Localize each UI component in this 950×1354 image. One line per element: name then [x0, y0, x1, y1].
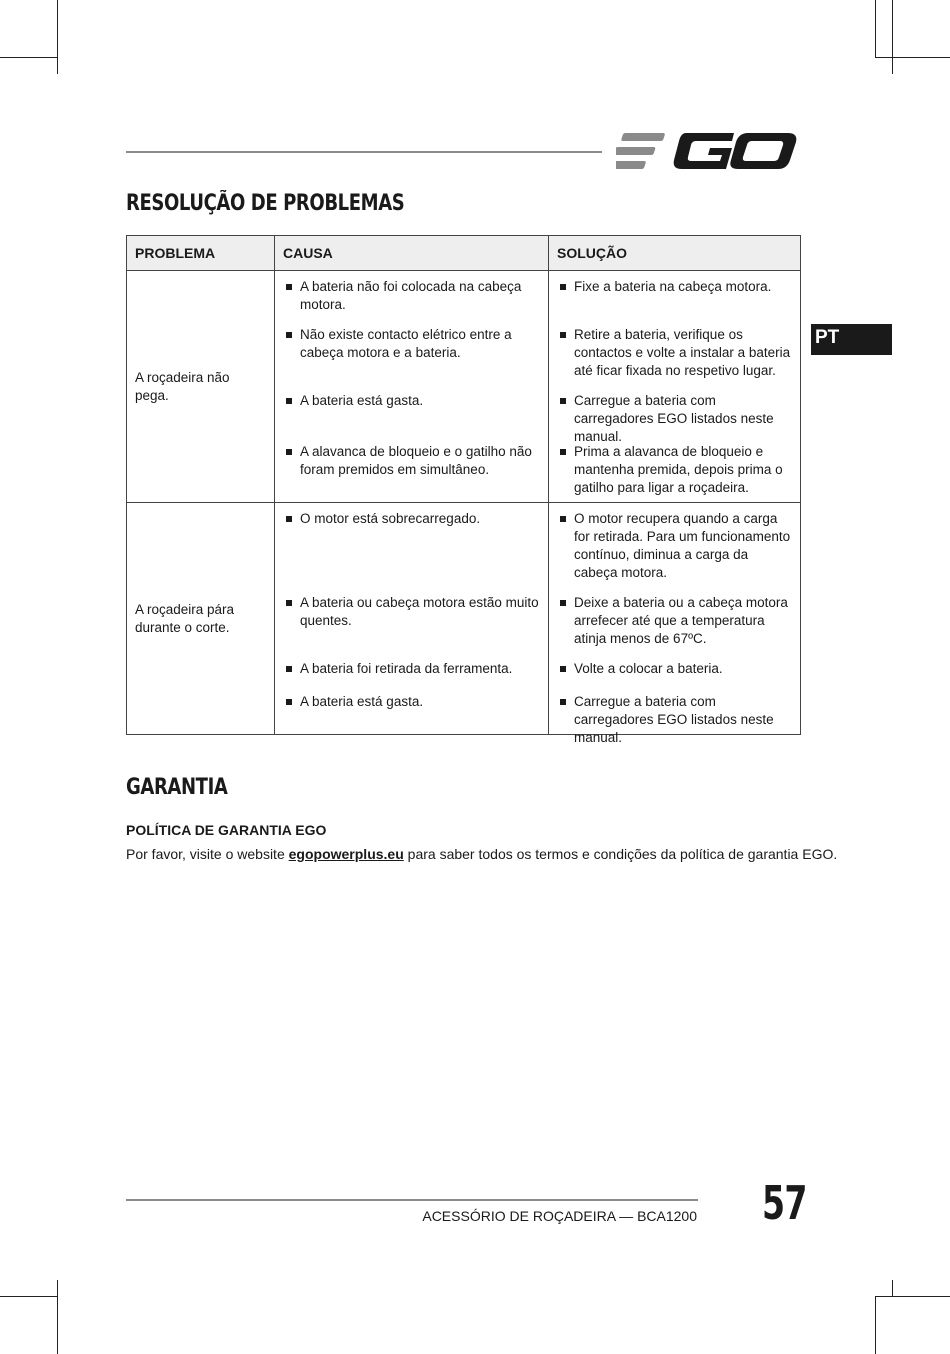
footer-product-name: ACESSÓRIO DE ROÇADEIRA — BCA1200	[422, 1208, 697, 1224]
crop-mark	[876, 57, 950, 58]
cause-item: O motor está sobrecarregado.	[285, 510, 540, 528]
problem-cell: A roçadeira não pega.	[127, 271, 275, 503]
header-solution: SOLUÇÃO	[549, 236, 801, 271]
solution-item: Carregue a bateria com carregadores EGO listados neste manual.	[559, 693, 792, 747]
cause-item: A alavanca de bloqueio e o gatilho não foram premidos em simultâneo.	[285, 443, 540, 479]
policy-text-before: Por favor, visite o website	[126, 846, 289, 862]
cause-item: A bateria está gasta.	[285, 392, 540, 410]
solution-cell	[549, 271, 801, 503]
header-rule	[126, 151, 602, 153]
solution-item: Volte a colocar a bateria.	[559, 660, 792, 678]
table-header-row	[127, 236, 801, 271]
solution-item: O motor recupera quando a carga for retirada. Para um funcionamento contínuo, diminua a carga da cabeça motora.	[559, 510, 792, 582]
language-tab: PT	[811, 324, 892, 355]
crop-mark	[875, 0, 876, 58]
crop-mark	[876, 1296, 950, 1297]
crop-mark	[892, 1280, 893, 1297]
header-problem: PROBLEMA	[127, 236, 275, 271]
crop-mark	[57, 0, 58, 74]
cause-item: A bateria está gasta.	[285, 693, 540, 711]
solution-cell	[549, 503, 801, 745]
website-link[interactable]: egopowerplus.eu	[288, 846, 404, 862]
table-row	[127, 503, 801, 735]
cause-cell	[275, 271, 549, 503]
crop-mark	[0, 57, 58, 58]
troubleshooting-heading: RESOLUÇÃO DE PROBLEMAS	[126, 191, 405, 216]
warranty-policy-text	[126, 846, 837, 862]
solution-item: Retire a bateria, verifique os contactos e volte a instalar a bateria até ficar fixada no respetivo lugar.	[559, 326, 792, 380]
header-cause: CAUSA	[275, 236, 549, 271]
solution-item: Fixe a bateria na cabeça motora.	[559, 278, 792, 296]
troubleshooting-table	[126, 235, 801, 745]
solution-item: Carregue a bateria com carregadores EGO listados neste manual.	[559, 392, 792, 446]
solution-item: Deixe a bateria ou a cabeça motora arrefecer até que a temperatura atinja menos de 67ºC.	[559, 594, 792, 648]
warranty-policy-title: POLÍTICA DE GARANTIA EGO	[126, 822, 327, 838]
warranty-heading: GARANTIA	[126, 775, 228, 800]
cause-cell	[275, 503, 549, 735]
cause-item: Não existe contacto elétrico entre a cabeça motora e a bateria.	[285, 326, 540, 362]
cause-item: A bateria foi retirada da ferramenta.	[285, 660, 540, 678]
page-number: 57	[762, 1176, 807, 1230]
crop-mark	[875, 1296, 876, 1354]
cause-item: A bateria ou cabeça motora estão muito quentes.	[285, 594, 540, 630]
policy-text-after: para saber todos os termos e condições da política de garantia EGO.	[403, 846, 838, 862]
table-row	[127, 271, 801, 503]
cause-item: A bateria não foi colocada na cabeça motora.	[285, 278, 540, 314]
ego-logo	[616, 128, 800, 174]
solution-item: Prima a alavanca de bloqueio e mantenha premida, depois prima o gatilho para ligar a roçadeira.	[559, 443, 792, 497]
footer-rule	[126, 1199, 698, 1201]
crop-mark	[0, 1296, 58, 1297]
crop-mark	[57, 1280, 58, 1354]
problem-cell: A roçadeira pára durante o corte.	[127, 503, 275, 735]
crop-mark	[892, 0, 893, 74]
